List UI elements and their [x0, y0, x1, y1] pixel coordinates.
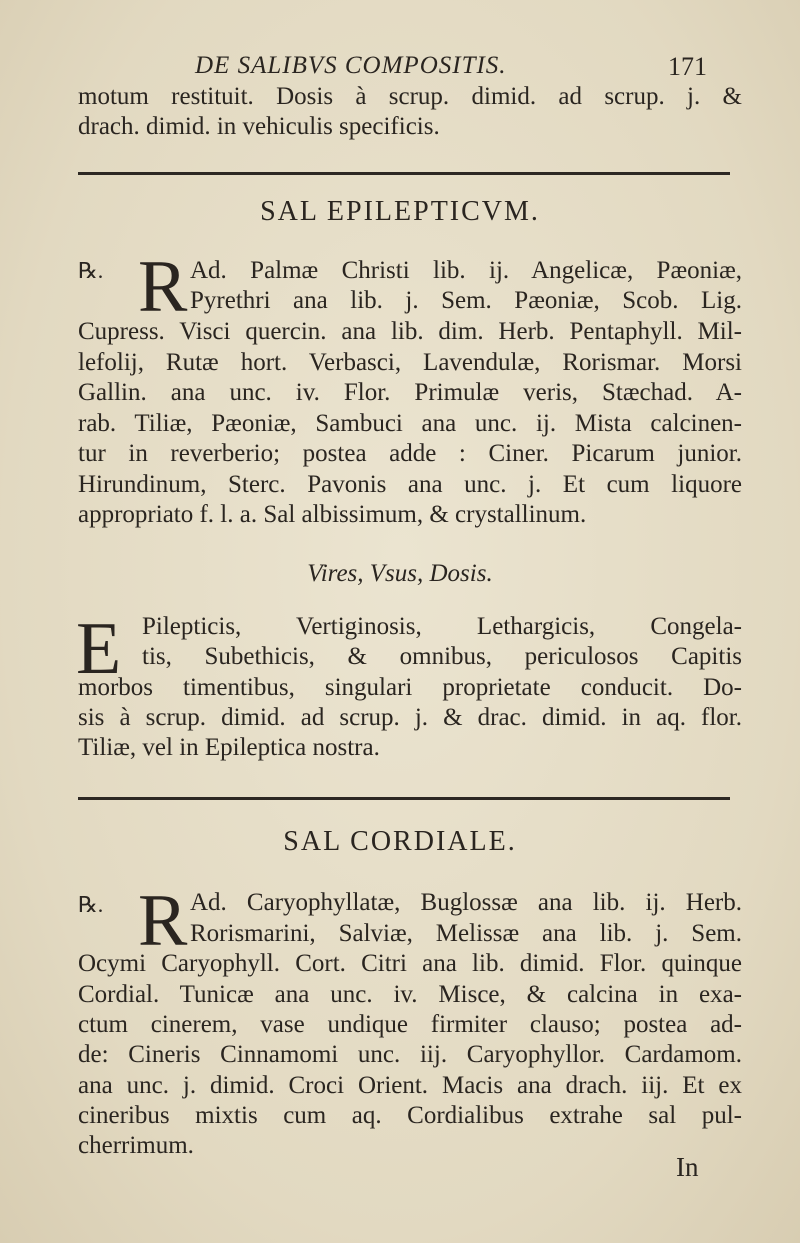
- text-line: Ad. Palmæ Christi lib. ij. Angelicæ, Pæoniæ,: [190, 257, 742, 284]
- catchword: In: [676, 1152, 699, 1182]
- section-heading-epilepticum: SAL EPILEPTICVM.: [260, 196, 540, 227]
- text-line: rab. Tiliæ, Pæoniæ, Sambuci ana unc. ij. Mista calcinen-: [78, 410, 742, 437]
- text-line: tis, Subethicis, & omnibus, periculosos Capitis: [142, 643, 742, 670]
- text-line: morbos timentibus, singulari proprietate conducit. Do-: [78, 674, 742, 701]
- text-line: lefolij, Rutæ hort. Verbasci, Lavendulæ, Rorismar. Morsi: [78, 349, 742, 376]
- drop-cap: E: [76, 608, 122, 690]
- section-rule: [78, 797, 730, 800]
- text-line: drach. dimid. in vehiculis specificis.: [78, 113, 440, 140]
- text-line: Cordial. Tunicæ ana unc. iv. Misce, & calcina in exa-: [78, 981, 742, 1008]
- text-line: Pilepticis, Vertiginosis, Lethargicis, Congela-: [142, 613, 742, 640]
- recipe-symbol: ℞.: [78, 892, 104, 917]
- text-line: ana unc. j. dimid. Croci Orient. Macis ana drach. iij. Et ex: [78, 1072, 742, 1099]
- text-line: sis à scrup. dimid. ad scrup. j. & drac. dimid. in aq. flor.: [78, 704, 742, 731]
- text-line: Hirundinum, Sterc. Pavonis ana unc. j. Et cum liquore: [78, 471, 742, 498]
- text-line: Rorismarini, Salviæ, Melissæ ana lib. j. Sem.: [190, 920, 742, 947]
- text-line: Pyrethri ana lib. j. Sem. Pæoniæ, Scob. Lig.: [190, 287, 742, 314]
- running-head: DE SALIBVS COMPOSITIS.: [195, 52, 507, 79]
- text-line: cherrimum.: [78, 1132, 194, 1159]
- recipe-symbol: ℞.: [78, 258, 104, 283]
- text-line: Tiliæ, vel in Epileptica nostra.: [78, 734, 380, 761]
- section-heading-cordiale: SAL CORDIALE.: [283, 826, 517, 857]
- text-line: Gallin. ana unc. iv. Flor. Primulæ veris, Stæchad. A-: [78, 379, 742, 406]
- section-rule: [78, 172, 730, 175]
- drop-cap: R: [138, 880, 188, 962]
- text-line: Ad. Caryophyllatæ, Buglossæ ana lib. ij. Herb.: [190, 889, 742, 916]
- text-line: ctum cinerem, vase undique firmiter clauso; postea ad-: [78, 1011, 742, 1038]
- text-line: de: Cineris Cinnamomi unc. iij. Caryophyllor. Cardamom.: [78, 1041, 742, 1068]
- text-line: appropriato f. l. a. Sal albissimum, & crystallinum.: [78, 501, 587, 528]
- page-number: 171: [668, 52, 707, 81]
- subheading-vires: Vires, Vsus, Dosis.: [307, 560, 493, 587]
- text-line: cineribus mixtis cum aq. Cordialibus extrahe sal pul-: [78, 1102, 742, 1129]
- text-line: Cupress. Visci quercin. ana lib. dim. Herb. Pentaphyll. Mil-: [78, 318, 742, 345]
- drop-cap: R: [138, 246, 188, 328]
- text-line: motum restituit. Dosis à scrup. dimid. ad scrup. j. &: [78, 83, 742, 110]
- text-line: Ocymi Caryophyll. Cort. Citri ana lib. dimid. Flor. quinque: [78, 950, 742, 977]
- text-line: tur in reverberio; postea adde : Ciner. Picarum junior.: [78, 440, 742, 467]
